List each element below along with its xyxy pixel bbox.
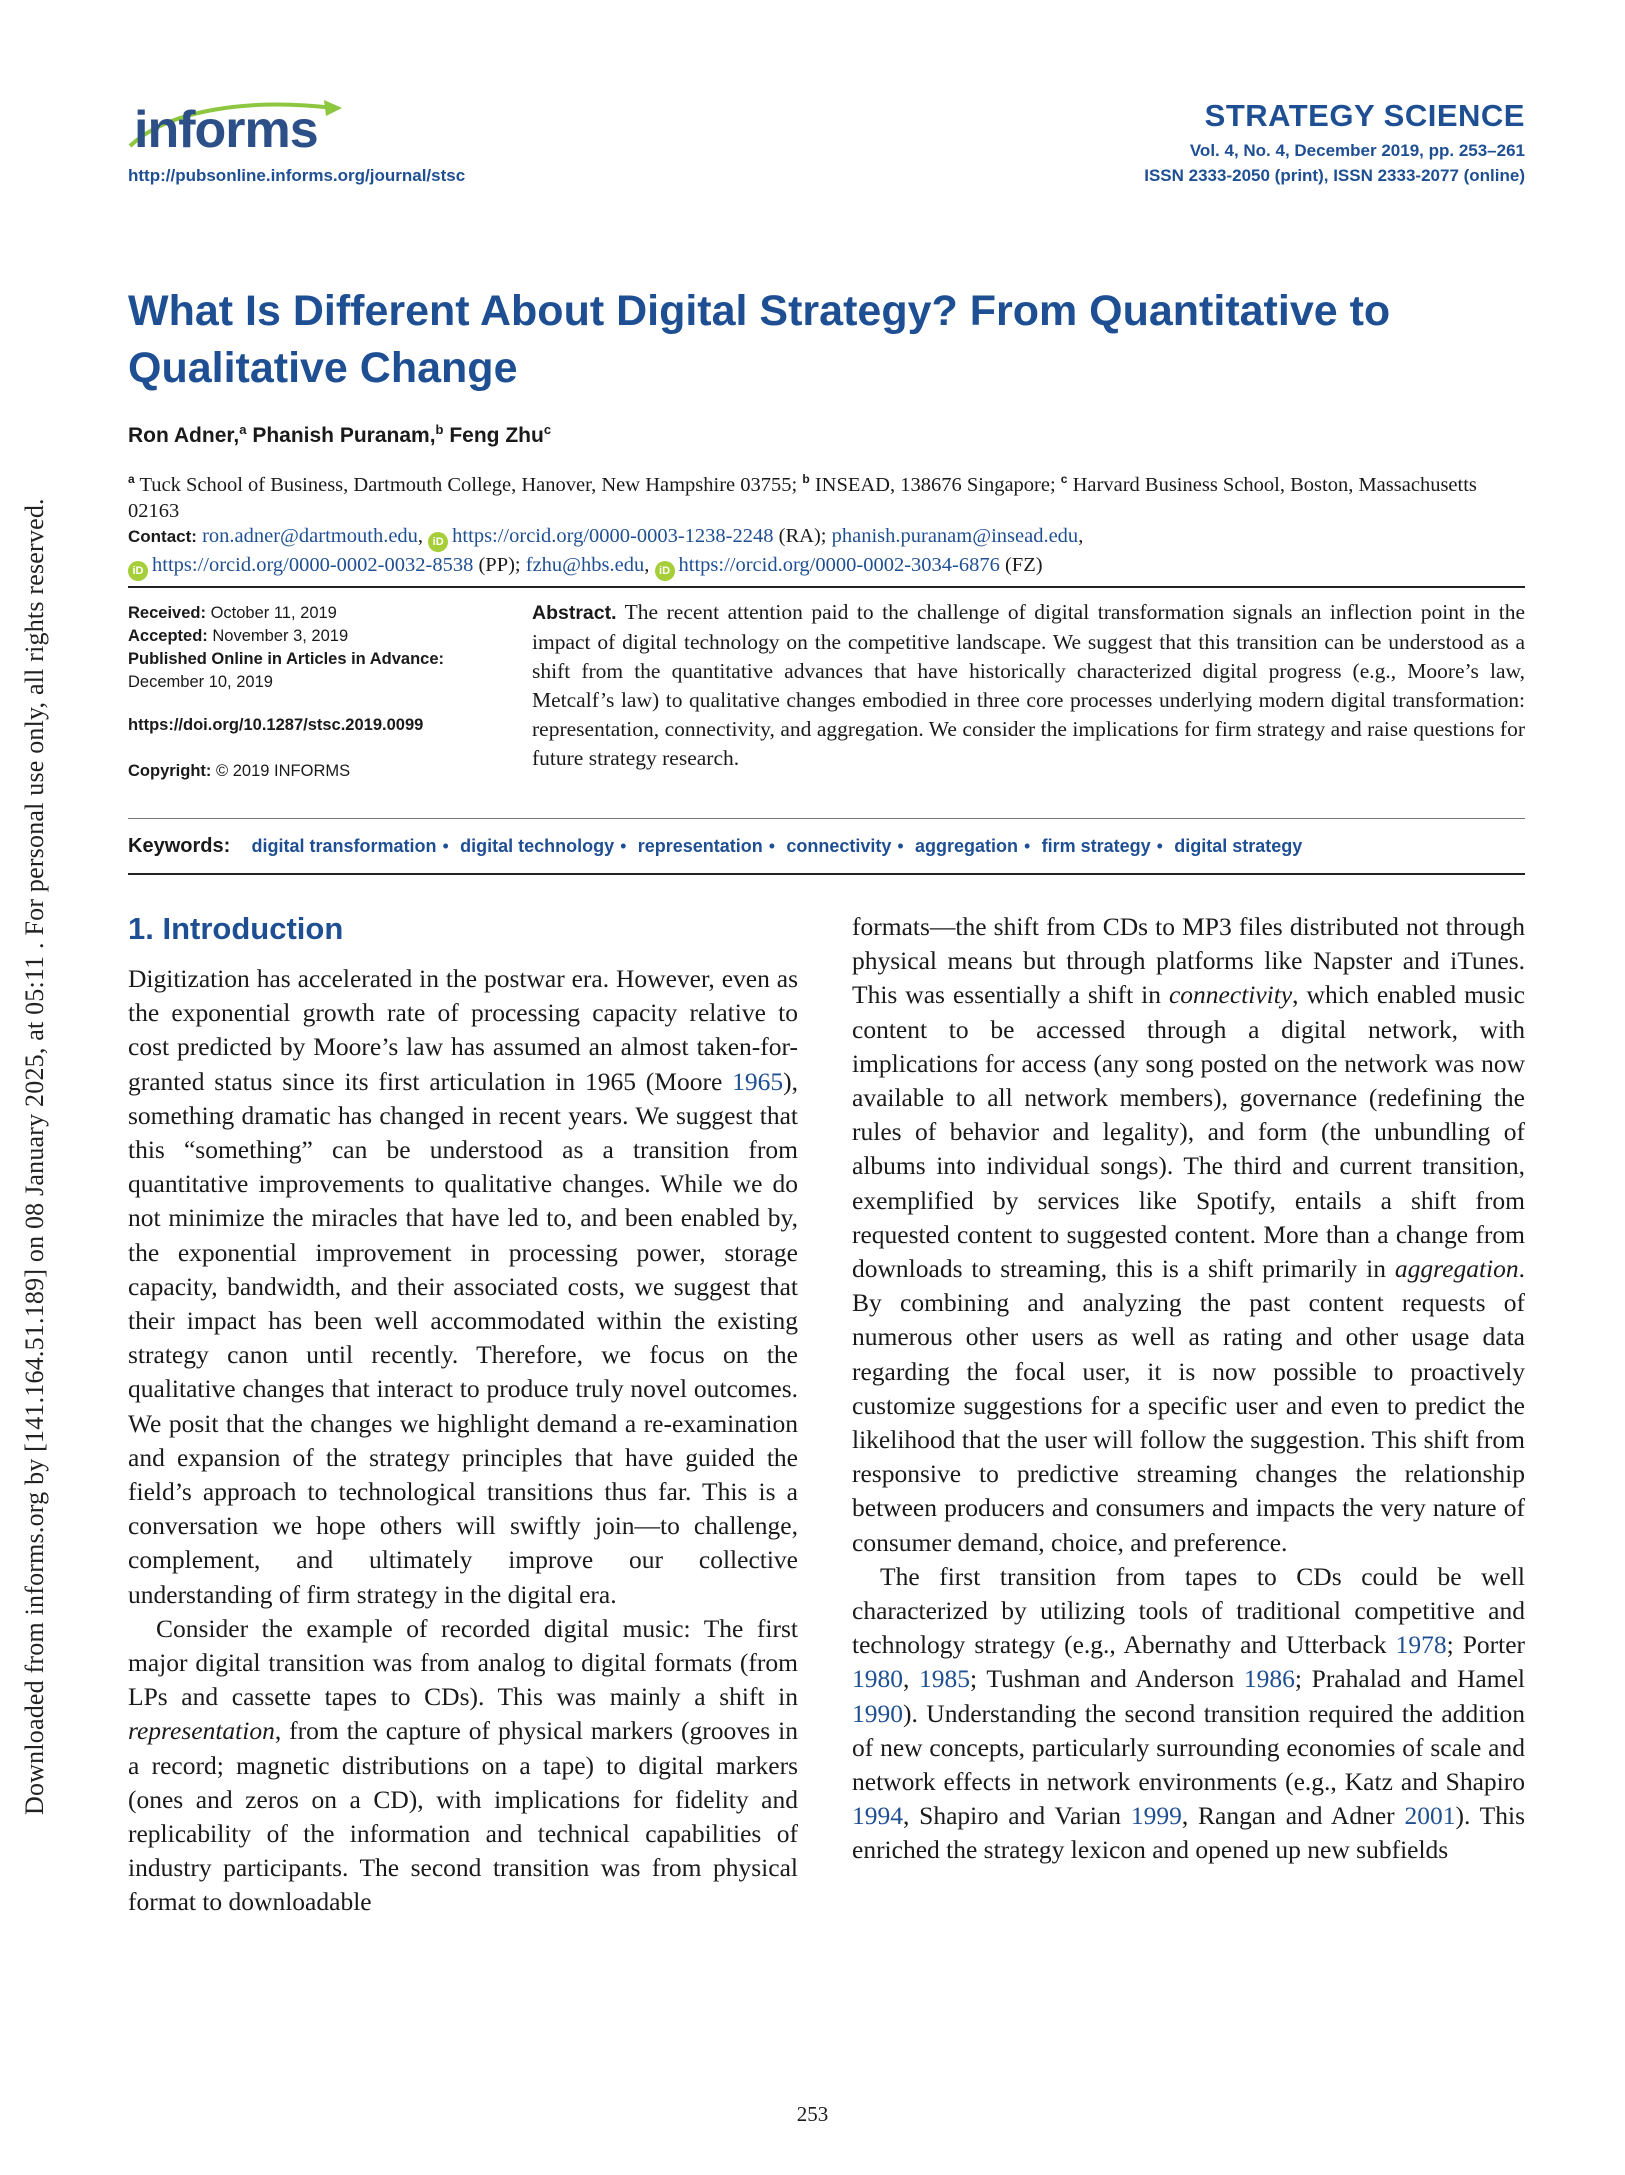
affiliation-c: Harvard Business School, Boston, Massachusetts 02163 (128, 473, 1477, 522)
download-notice (0, 0, 60, 2175)
keyword-separator: • (768, 836, 776, 856)
journal-title: STRATEGY SCIENCE (1204, 98, 1525, 133)
author-sup: b (435, 422, 444, 437)
accepted-date: November 3, 2019 (212, 627, 349, 645)
citation-link[interactable]: 1986 (1243, 1664, 1295, 1694)
orcid-icon: iD (655, 561, 675, 581)
received-row (128, 602, 488, 625)
abstract (532, 598, 1525, 773)
keyword-link[interactable]: digital technology (460, 836, 615, 856)
text-run: ; Prahalad and Hamel (1294, 1664, 1525, 1694)
body-column-left (128, 962, 798, 1920)
affiliation-b: INSEAD, 138676 Singapore; (814, 473, 1056, 496)
text-run: ), something dramatic has changed in recent years. We suggest that this “something” can be understood as a transition from quantitative improvements to qualitative changes. While we do not minimize the miracles that have led to, and been enabled by, the exponential improvement in processing power, storage capacity, bandwidth, and their associated costs, we suggest that their impact has been well accommodated within the existing strategy canon until recently. Therefore, we focus on the qualitative changes that interact to produce truly novel outcomes. We posit that the changes we highlight demand a re-examination and expansion of the strategy principles that have guided the field’s approach to technological transitions thus far. This is a conversation we hope others will swiftly join—to challenge, complement, and ultimately improve our collective understanding of firm strategy in the digital era. (128, 1066, 798, 1609)
accepted-row (128, 625, 488, 648)
text-run: , which enabled music content to be accessed through a digital network, with implications for access (any song posted on the network was now available to all network members), governance (redefining the rules of behavior and legality), and form (the unbundling of albums into individual songs). The third and current transition, exemplified by services like Spotify, entails a shift from requested content to suggested content. More than a change from downloads to streaming, this is a shift primarily in (852, 980, 1525, 1284)
keyword-separator: • (1156, 836, 1163, 856)
text-run: , Rangan and Adner (1181, 1801, 1405, 1831)
text-run: . By combining and analyzing the past content requests of numerous other users as well as rating and other usage data regarding the focal user, it is now possible to proactively customize suggestions for a specific user and even to predict the likelihood that the user will follow the suggestion. This shift from responsive to predictive streaming changes the relationship between producers and consumers and impacts the very nature of consumer demand, choice, and preference. (852, 1254, 1525, 1557)
author-name: Phanish Puranam, (252, 424, 436, 447)
citation-link[interactable]: 2001 (1404, 1801, 1456, 1831)
paragraph (852, 1560, 1525, 1868)
author-list (128, 422, 551, 448)
accepted-label: Accepted: (128, 627, 208, 645)
keyword-link[interactable]: digital strategy (1174, 836, 1303, 856)
copyright-label: Copyright: (128, 762, 212, 780)
abstract-label: Abstract. (532, 602, 617, 624)
received-label: Received: (128, 604, 206, 622)
keyword-separator: • (897, 836, 904, 856)
affiliations (128, 466, 1528, 524)
body-column-right (852, 910, 1525, 1868)
contact-label: Contact: (128, 527, 197, 546)
divider (128, 818, 1525, 819)
page-number: 253 (796, 2102, 829, 2126)
informs-logo[interactable] (128, 100, 348, 160)
keyword-separator: • (1024, 836, 1031, 856)
text-run: , from the capture of physical markers (grooves in a record; magnetic distributions on a tape) to digital markers (ones and zeros on a CD), with implications for fidelity and replicability of the information and technical capabilities of industry participants. The second transition was from physical format to downloadable (128, 1716, 798, 1917)
contact-block: Contact: ron.adner@dartmouth.edu, iD https://orcid.org/0000-0003-1238-2248 (RA); phanish.puranam@insead.edu, iD https://orcid.org/0000-0002-0032-8538 (PP); fzhu@hbs.edu, iD https://orcid.org/0000-0002-3034-6876 (FZ) (128, 523, 1528, 581)
citation-link[interactable]: 1990 (852, 1698, 903, 1728)
volume-line: Vol. 4, No. 4, December 2019, pp. 253–261 (1189, 141, 1525, 160)
text-run: ; Porter (1446, 1630, 1526, 1660)
orcid-icon: iD (128, 561, 148, 581)
email-link[interactable]: fzhu@hbs.edu (525, 554, 645, 576)
copyright-row (128, 760, 488, 783)
keyword-separator: • (442, 836, 449, 856)
orcid-icon: iD (428, 532, 448, 552)
paragraph (128, 1612, 798, 1920)
citation-link[interactable]: 1985 (919, 1664, 971, 1694)
author-tag: (RA); (778, 525, 827, 547)
emphasis: representation (128, 1716, 275, 1746)
keyword-link[interactable]: aggregation (915, 836, 1019, 856)
published-label: Published Online in Articles in Advance: (128, 650, 445, 668)
emphasis: aggregation (1394, 1254, 1519, 1284)
citation-link[interactable]: 1999 (1130, 1801, 1182, 1831)
text-run: formats—the shift from CDs to MP3 files distributed not through physical means but through platforms like Napster and iTunes. This was essentially a shift in (852, 912, 1525, 1010)
emphasis: connectivity (1168, 980, 1293, 1010)
text-run: The first transition from tapes to CDs could be well characterized by utilizing tools of traditional competitive and technology strategy (e.g., Abernathy and Utterback (852, 1561, 1525, 1660)
text-run: Consider the example of recorded digital music: The first major digital transition was from analog to digital formats (from LPs and cassette tapes to CDs). This was mainly a shift in (128, 1613, 798, 1712)
text-run: ). This enriched the strategy lexicon and opened up new subfields (852, 1801, 1525, 1865)
keywords-label: Keywords: (128, 835, 231, 857)
article-title: What Is Different About Digital Strategy? From Quantitative to Qualitative Change (128, 287, 1391, 392)
orcid-link[interactable]: https://orcid.org/0000-0002-3034-6876 (678, 554, 1000, 576)
received-date: October 11, 2019 (210, 604, 337, 622)
citation-link[interactable]: 1994 (852, 1801, 903, 1831)
author-name: Ron Adner, (128, 424, 240, 447)
citation-link[interactable]: 1965 (732, 1066, 784, 1096)
section-heading: 1. Introduction (128, 911, 344, 946)
journal-url-link[interactable]: http://pubsonline.informs.org/journal/stsc (128, 166, 466, 185)
author-name: Feng Zhu (449, 424, 544, 447)
article-meta (128, 602, 488, 783)
orcid-link[interactable]: https://orcid.org/0000-0002-0032-8538 (152, 554, 474, 576)
paragraph (128, 962, 798, 1612)
text-run: ; Tushman and Anderson (970, 1664, 1244, 1694)
keyword-link[interactable]: firm strategy (1041, 836, 1151, 856)
email-link[interactable]: phanish.puranam@insead.edu (831, 525, 1079, 547)
divider (128, 586, 1525, 588)
text-run: , (903, 1664, 920, 1694)
logo-wordmark: informs (134, 101, 318, 159)
citation-link[interactable]: 1978 (1395, 1630, 1447, 1660)
keyword-separator: • (620, 836, 627, 856)
author-sup: a (239, 422, 247, 437)
text-run: Digitization has accelerated in the postwar era. However, even as the exponential growth rate of processing capacity relative to cost predicted by Moore’s law has assumed an almost taken-for-granted status since its first articulation in 1965 (Moore (128, 964, 798, 1096)
text-run: ). Understanding the second transition required the addition of new concepts, particularly surrounding economies of scale and network effects in network environments (e.g., Katz and Shapiro (852, 1698, 1525, 1797)
keyword-link[interactable]: connectivity (786, 836, 892, 856)
keyword-link[interactable]: digital transformation (251, 836, 437, 856)
citation-link[interactable]: 1980 (852, 1664, 903, 1694)
copyright-text: © 2019 INFORMS (216, 762, 351, 780)
author-tag: (FZ) (1004, 554, 1043, 576)
keyword-link[interactable]: representation (637, 836, 763, 856)
keywords-row (128, 835, 1302, 858)
published-date: December 10, 2019 (128, 673, 273, 691)
abstract-text: The recent attention paid to the challenge of digital transformation signals an inflection point in the impact of digital technology on the competitive landscape. We suggest that this transition can be understood as a shift from the quantitative advances that have historically characterized digital progress (e.g., Moore’s law, Metcalf’s law) to qualitative changes embodied in three core processes underlying modern digital transformation: representation, connectivity, and aggregation. We consider the implications for firm strategy and raise questions for future strategy research. (532, 600, 1525, 770)
affil-sup: c (1060, 472, 1068, 486)
author-tag: (PP); (478, 554, 521, 576)
affil-sup: a (128, 472, 135, 486)
affiliation-a: Tuck School of Business, Dartmouth College, Hanover, New Hampshire 03755; (139, 473, 798, 496)
orcid-link[interactable]: https://orcid.org/0000-0003-1238-2248 (452, 525, 774, 547)
author-sup: c (543, 422, 552, 437)
download-notice-text: Downloaded from informs.org by [141.164.51.189] on 08 January 2025, at 05:11 . For personal use only, all rights reserved. (20, 498, 49, 1815)
text-run: , Shapiro and Varian (903, 1801, 1131, 1831)
email-link[interactable]: ron.adner@dartmouth.edu (202, 525, 418, 547)
doi-link[interactable]: https://doi.org/10.1287/stsc.2019.0099 (128, 716, 424, 734)
paragraph (852, 910, 1525, 1560)
affil-sup: b (802, 472, 810, 486)
journal-header (1144, 98, 1525, 186)
issn-line: ISSN 2333-2050 (print), ISSN 2333-2077 (online) (1144, 166, 1525, 185)
divider (128, 873, 1525, 875)
published-row (128, 648, 488, 671)
